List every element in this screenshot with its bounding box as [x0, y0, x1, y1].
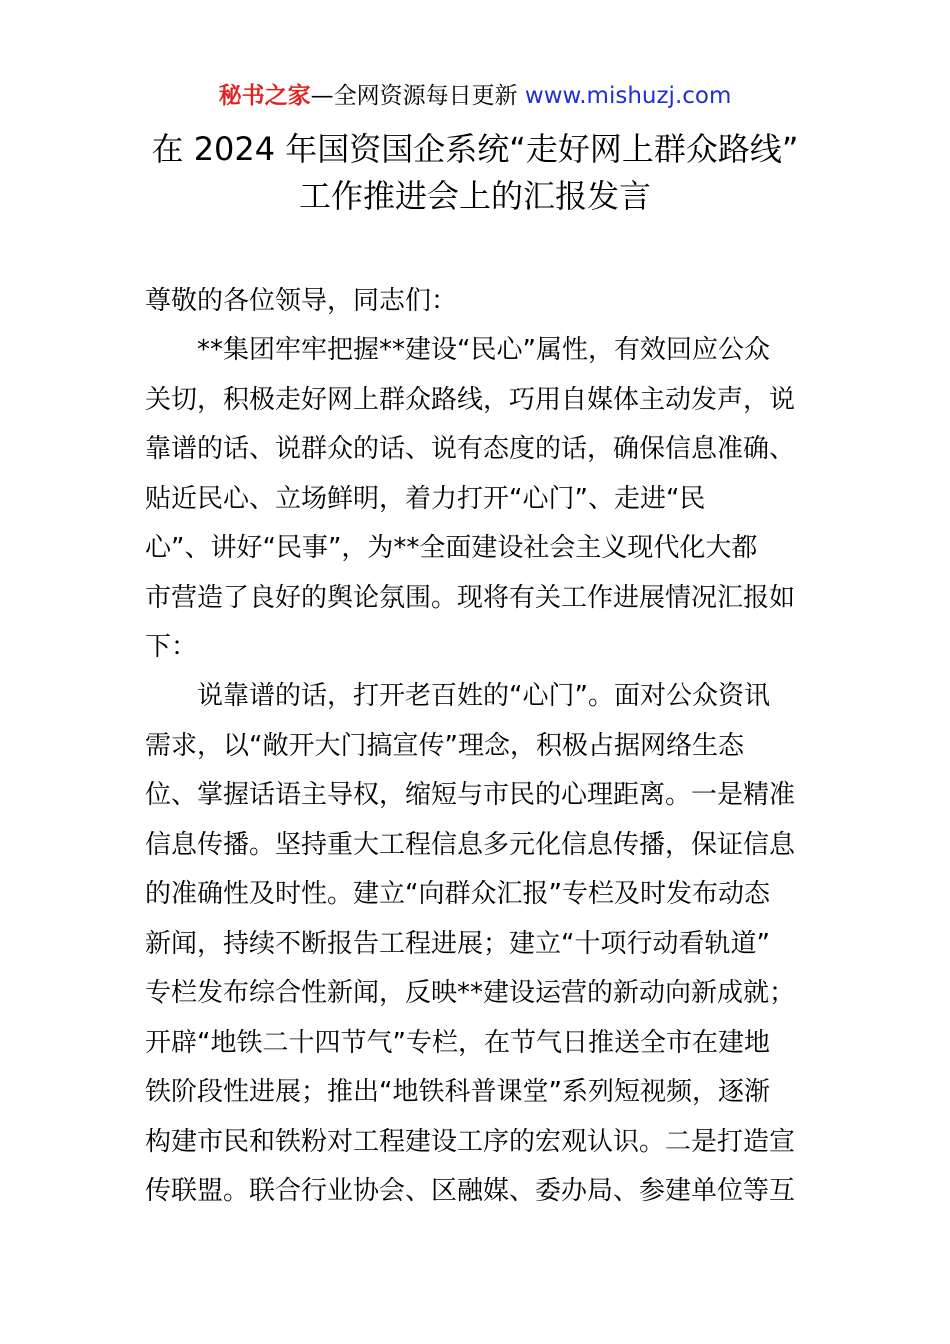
paragraph-line: 专栏发布综合性新闻，反映**建设运营的新动向新成就； — [145, 978, 796, 1008]
paragraph-line: 新闻，持续不断报告工程进展；建立“十项行动看轨道” — [145, 928, 770, 959]
paragraph-line: 下： — [145, 632, 198, 662]
paragraph-line: 位、掌握话语主导权，缩短与市民的心理距离。一是精准 — [145, 780, 796, 810]
paragraph-line: 靠谱的话、说群众的话、说有态度的话，确保信息准确、 — [145, 434, 796, 464]
site-url-link[interactable]: www.mishuzj.com — [524, 83, 732, 109]
paragraph-line: 需求，以“敞开大门搞宣传”理念，积极占据网络生态 — [145, 730, 744, 761]
paragraph-line: 信息传播。坚持重大工程信息多元化信息传播，保证信息 — [145, 829, 796, 860]
paragraph-2 — [145, 672, 810, 1217]
paragraph-line: 市营造了良好的舆论氛围。现将有关工作进展情况汇报如 — [145, 582, 796, 613]
paragraph-line: 开辟“地铁二十四节气”专栏，在节气日推送全市在建地 — [145, 1027, 770, 1058]
paragraph-line: 传联盟。联合行业协会、区融媒、委办局、参建单位等互 — [145, 1176, 796, 1206]
paragraph-line: 说靠谱的话，打开老百姓的“心门”。面对公众资讯 — [197, 681, 770, 711]
paragraph-line: 的准确性及时性。建立“向群众汇报”专栏及时发布动态 — [145, 879, 770, 909]
paragraph-line: 构建市民和铁粉对工程建设工序的宏观认识。二是打造宣 — [145, 1126, 796, 1157]
site-header — [0, 80, 950, 112]
paragraph-line: 贴近民心、立场鲜明，着力打开“心门”、走进“民 — [145, 483, 706, 514]
paragraph-1 — [145, 326, 810, 673]
paragraph-line: **集团牢牢把握**建设“民心”属性，有效回应公众 — [197, 335, 770, 365]
brand-name: 秘书之家 — [218, 83, 311, 109]
document-title-line-2: 工作推进会上的汇报发言 — [298, 177, 651, 215]
paragraph-line: 关切，积极走好网上群众路线，巧用自媒体主动发声，说 — [145, 384, 796, 415]
header-tagline: —全网资源每日更新 — [310, 83, 525, 109]
salutation: 尊敬的各位领导，同志们： — [145, 286, 458, 316]
paragraph-line: 心”、讲好“民事”，为**全面建设社会主义现代化大都 — [145, 533, 758, 563]
document-title-line-1: 在 2024 年国资国企系统“走好网上群众路线” — [151, 130, 799, 168]
paragraph-line: 铁阶段性进展；推出“地铁科普课堂”系列短视频，逐渐 — [145, 1077, 770, 1107]
